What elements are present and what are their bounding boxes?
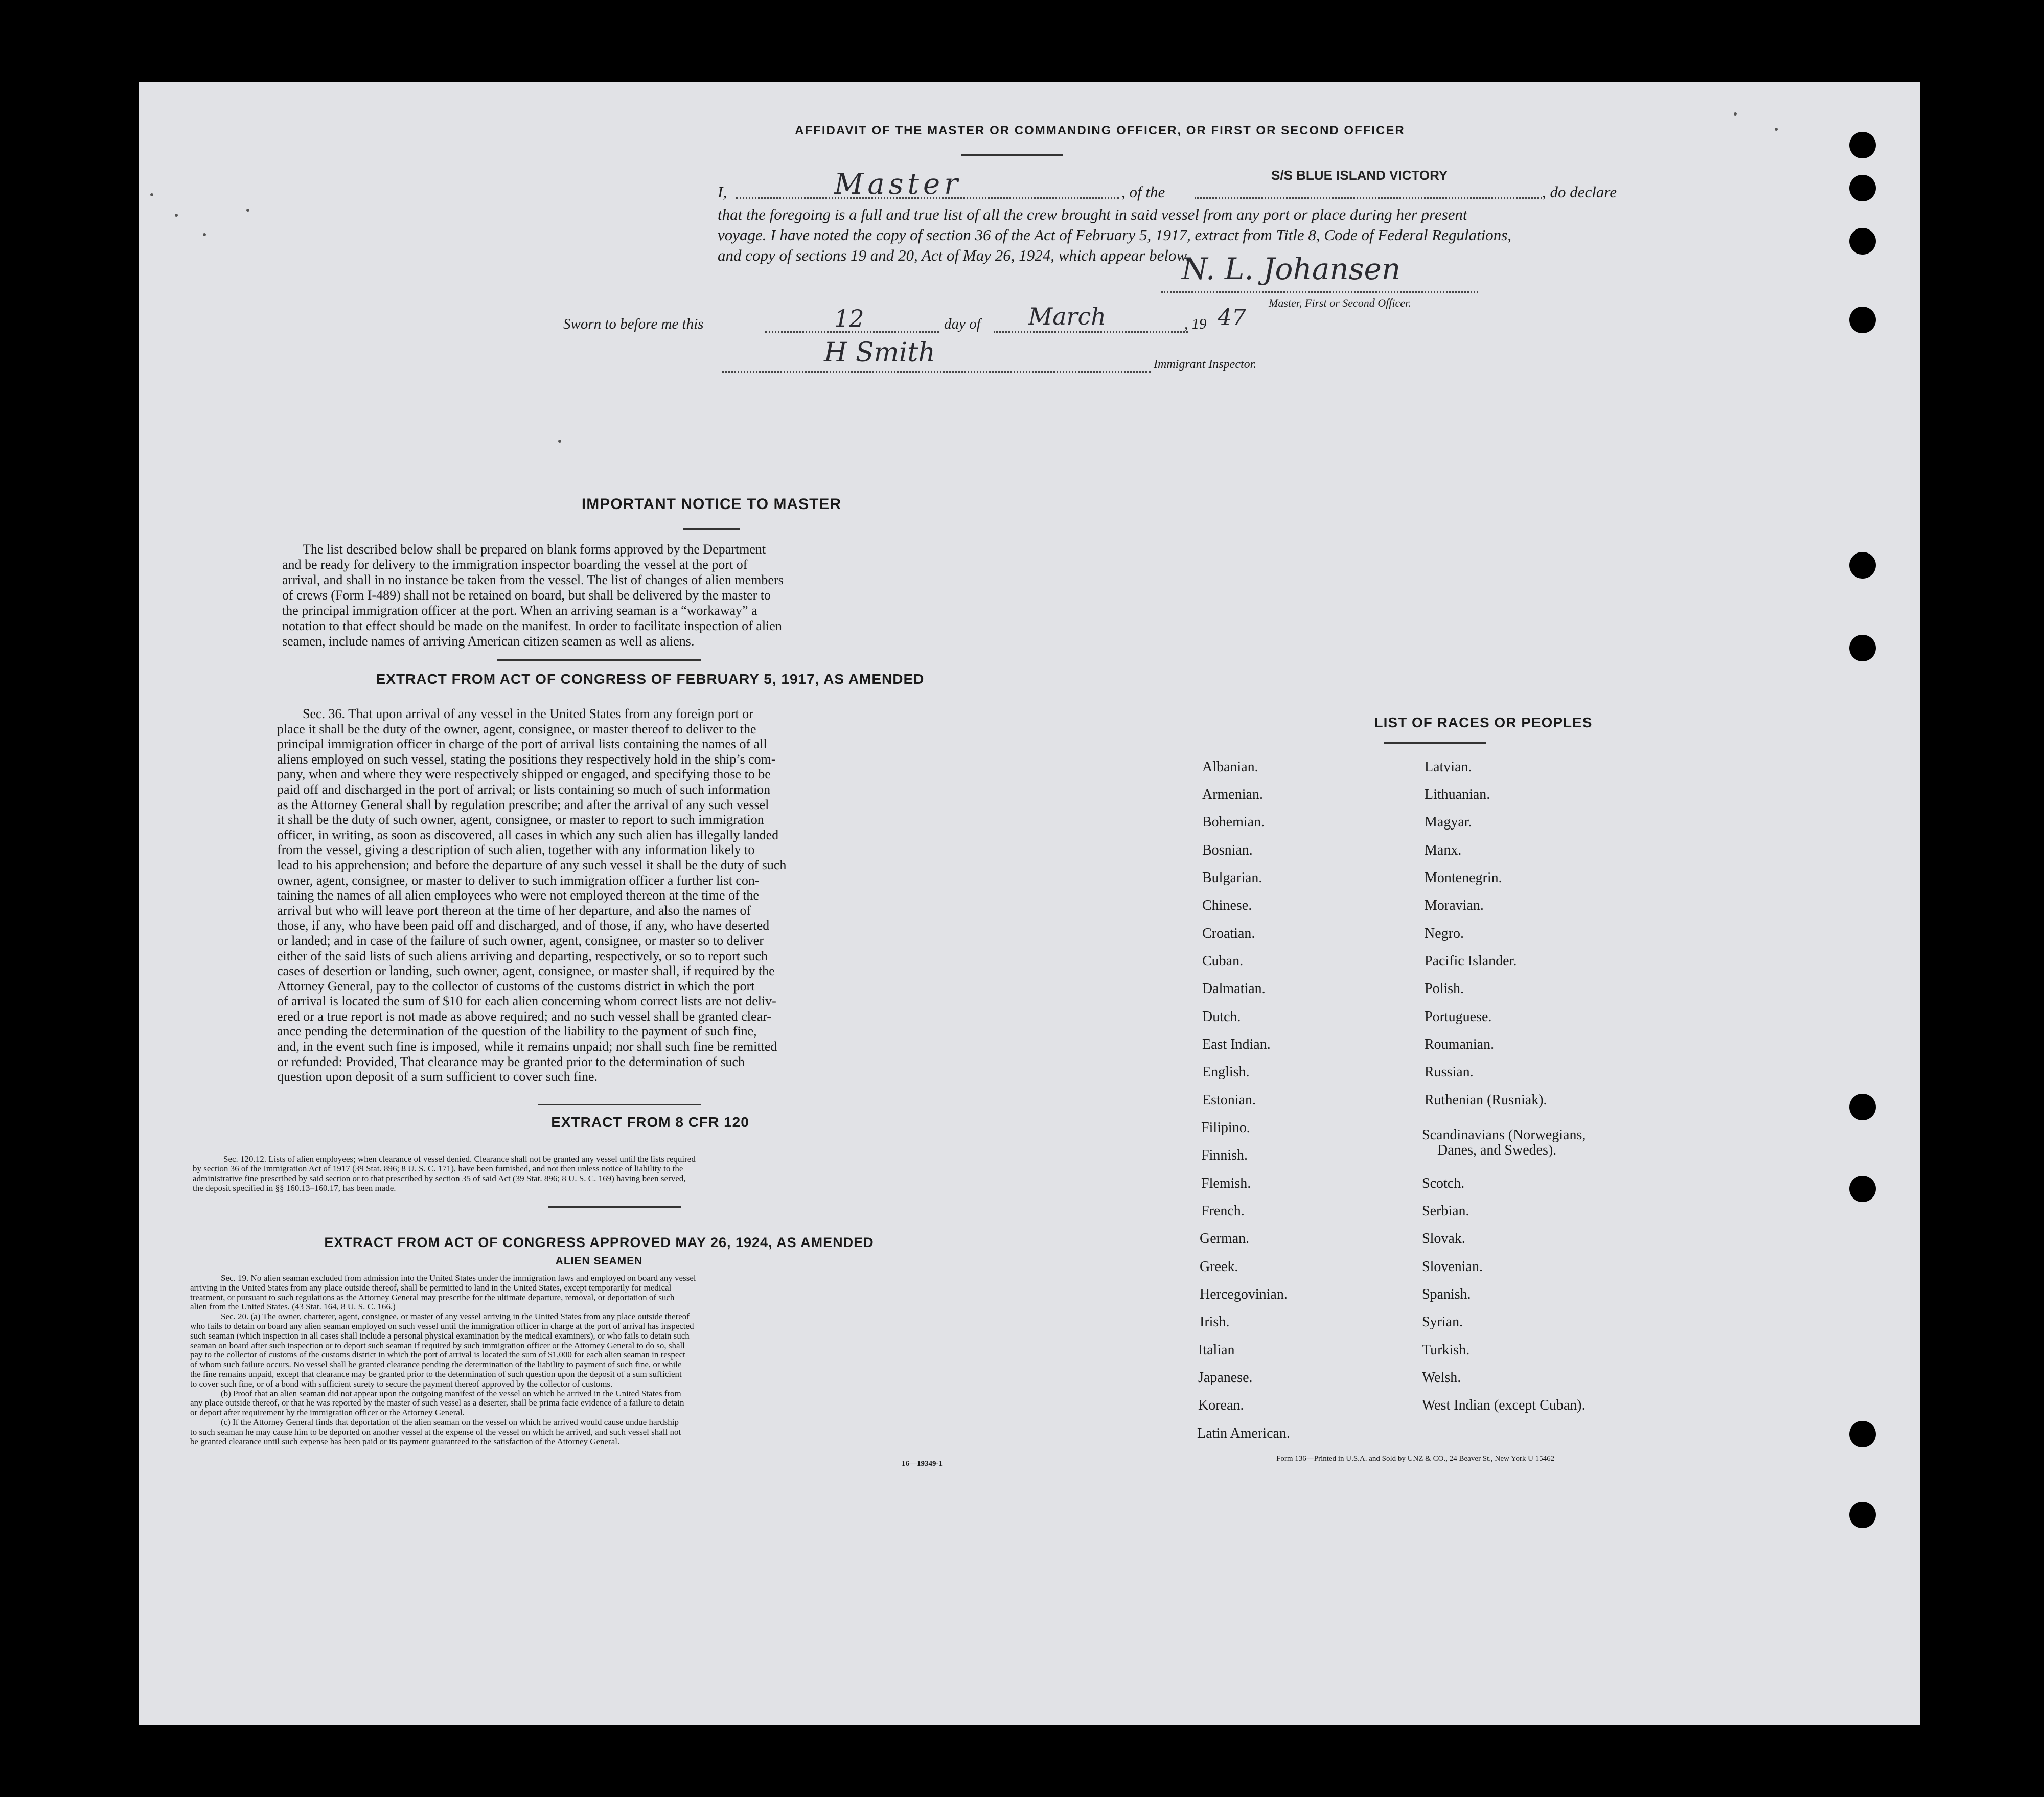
form-footer: Form 136—Printed in U.S.A. and Sold by UNZ & CO., 24 Beaver St., New York U 15462: [1276, 1455, 1555, 1463]
section-rule: [548, 1206, 681, 1208]
act1924-line: the fine remains unpaid, except that clearance may be granted prior to the determination of such question upon the deposit of a sum sufficient: [190, 1369, 682, 1379]
signature-line: [1161, 291, 1478, 293]
act1917-line: aliens employed on such vessel, stating the positions they respectively hold in the ship’s com-: [277, 751, 776, 767]
act1917-line: ered or a true report is not made as above required; and no such vessel shall be granted clear-: [277, 1008, 771, 1024]
act1924-line: arriving in the United States from any place outside thereof, shall be permitted to land in the United States, except temporarily for medical: [190, 1282, 672, 1293]
act1924-title: EXTRACT FROM ACT OF CONGRESS APPROVED MAY 26, 1924, AS AMENDED: [324, 1235, 874, 1250]
binder-hole: [1849, 1176, 1876, 1202]
race-item: Filipino.: [1201, 1120, 1250, 1136]
act1917-line: pany, when and where they were respectively shipped or engaged, and specifying those to be: [277, 767, 771, 782]
binder-hole: [1849, 132, 1876, 158]
race-item: Japanese.: [1198, 1370, 1253, 1386]
race-item: Bohemian.: [1202, 814, 1265, 830]
act1924-line: any place outside thereof, or that he was reported by the master of such vessel as a deserter, shall be prima facie evidence of a failure to detain: [190, 1398, 684, 1408]
declaration-line: voyage. I have noted the copy of section 36 of the Act of February 5, 1917, extract from Title 8, Code of Federal Regulations,: [718, 226, 1512, 244]
act1924-line: (b) Proof that an alien seaman did not appear upon the outgoing manifest of the vessel on which he arrived in the United States from: [221, 1388, 681, 1398]
race-item: Albanian.: [1202, 759, 1258, 775]
cfr-line: the deposit specified in §§ 160.13–160.17, has been made.: [193, 1183, 396, 1193]
race-item: Latvian.: [1425, 759, 1472, 775]
sworn-month[interactable]: March: [1028, 303, 1106, 330]
race-item: West Indian (except Cuban).: [1422, 1397, 1586, 1413]
race-item: Armenian.: [1202, 787, 1263, 802]
act1924-body: [190, 1274, 1031, 1446]
race-item: Cuban.: [1202, 953, 1244, 969]
notice-title: IMPORTANT NOTICE TO MASTER: [581, 496, 842, 513]
race-item: French.: [1201, 1203, 1245, 1219]
act1924-subtitle: ALIEN SEAMEN: [555, 1255, 643, 1267]
cfr-line: Sec. 120.12. Lists of alien employees; when clearance of vessel denied. Clearance shall not be granted any vessel until the lists required: [223, 1154, 696, 1164]
race-item: Finnish.: [1201, 1147, 1248, 1163]
act1917-line: officer, in writing, as soon as discovered, all cases in which any such alien has illegally landed: [277, 827, 779, 842]
race-item: Montenegrin.: [1425, 870, 1502, 886]
binder-hole: [1849, 1502, 1876, 1528]
act1917-line: from the vessel, giving a description of such alien, together with any information likely to: [277, 842, 755, 858]
cfr-title: EXTRACT FROM 8 CFR 120: [551, 1114, 749, 1130]
race-item: Dalmatian.: [1202, 981, 1266, 997]
race-item: Moravian.: [1425, 897, 1484, 913]
act1924-line: who fails to detain on board any alien seaman employed on such vessel until the immigration officer in charge at the port of arrival has inspected: [190, 1321, 694, 1331]
act1917-line: owner, agent, consignee, or master to deliver to such immigration officer a further list con-: [277, 872, 760, 888]
act1917-line: those, if any, who have been paid off and discharged, and of those, if any, who have deserted: [277, 918, 770, 933]
race-item: Hercegovinian.: [1200, 1286, 1288, 1302]
races-title: LIST OF RACES OR PEOPLES: [1374, 715, 1593, 730]
race-item: Slovenian.: [1422, 1259, 1483, 1275]
act1917-line: cases of desertion or landing, such owner, agent, consignee, or master shall, if required by the: [277, 963, 775, 979]
act1917-line: either of the said lists of such aliens arriving and departing, respectively, or so to report such: [277, 948, 768, 963]
binder-hole: [1849, 175, 1876, 201]
vessel-line: [1195, 197, 1542, 199]
vessel-name[interactable]: S/S BLUE ISLAND VICTORY: [1271, 168, 1448, 183]
master-signature[interactable]: N. L. Johansen: [1182, 251, 1401, 286]
race-item: Bulgarian.: [1202, 870, 1262, 886]
binder-hole: [1849, 635, 1876, 661]
notice-line: The list described below shall be prepared on blank forms approved by the Department: [303, 542, 766, 557]
race-item: English.: [1202, 1064, 1250, 1080]
inspector-signature[interactable]: H Smith: [824, 337, 935, 368]
race-item: Roumanian.: [1425, 1036, 1495, 1052]
race-item: Scotch.: [1422, 1176, 1465, 1191]
notice-rule: [683, 528, 740, 530]
race-item: Lithuanian.: [1425, 787, 1490, 802]
cfr-body: [193, 1154, 1031, 1193]
race-item: Syrian.: [1422, 1314, 1463, 1330]
month-line: [994, 331, 1188, 333]
affidavit-title: AFFIDAVIT OF THE MASTER OR COMMANDING OFFICER, OR FIRST OR SECOND OFFICER: [795, 124, 1405, 137]
act1917-line: question upon deposit of a sum sufficient to cover such fine.: [277, 1069, 598, 1085]
title-rule: [961, 154, 1063, 156]
act1917-body: [277, 706, 1013, 1085]
form-code: 16—19349-1: [902, 1460, 943, 1468]
notice-body: [282, 542, 1018, 649]
scan-speck: [150, 193, 153, 196]
race-item: Spanish.: [1422, 1286, 1471, 1302]
race-item: Italian: [1198, 1342, 1235, 1358]
act1924-line: to such seaman he may cause him to be deported on another vessel at the expense of the vessel on which he arrived, and such vessel shall not: [190, 1426, 681, 1437]
scan-speck: [1775, 128, 1778, 131]
race-item: Serbian.: [1422, 1203, 1469, 1219]
act1917-line: paid off and discharged in the port of arrival; or lists containing so much of such information: [277, 781, 771, 797]
scan-speck: [175, 214, 178, 217]
race-item: Estonian.: [1202, 1092, 1256, 1108]
act1917-line: arrival but who will leave port thereon at the time of her departure, and also the names of: [277, 903, 751, 918]
handwritten-name[interactable]: Master: [834, 168, 962, 201]
declaration-line: and copy of sections 19 and 20, Act of May 26, 1924, which appear below.: [718, 246, 1190, 264]
race-item: Portuguese.: [1425, 1009, 1492, 1025]
act1917-line: ance pending the determination of the question of the liability to the payment of such fine,: [277, 1024, 757, 1039]
act1917-line: and, in the event such fine is imposed, while it remains unpaid; nor shall such fine be remitted: [277, 1039, 777, 1054]
race-item: Magyar.: [1425, 814, 1472, 830]
notice-line: arrival, and shall in no instance be taken from the vessel. The list of changes of alien members: [282, 572, 784, 587]
act1917-line: of arrival is located the sum of $10 for each alien concerning whom correct lists are not deliv-: [277, 994, 776, 1009]
notice-line: of crews (Form I-489) shall not be retained on board, but shall be delivered by the master to: [282, 588, 771, 603]
race-item: Slovak.: [1422, 1231, 1465, 1247]
act1917-line: Attorney General, pay to the collector of customs of the customs district in which the port: [277, 978, 755, 994]
race-item: Latin American.: [1197, 1425, 1290, 1441]
scan-speck: [558, 440, 561, 443]
race-item: Flemish.: [1201, 1176, 1251, 1191]
race-item: Danes, and Swedes).: [1437, 1142, 1557, 1158]
i-label: I,: [718, 183, 727, 201]
act1917-line: taining the names of all alien employees who were not employed thereon at the time of the: [277, 888, 759, 903]
cfr-line: administrative fine prescribed by said section or to that prescribed by section 35 of said Act (39 Stat. 896; 8 U. S. C. 169) having been served,: [193, 1173, 686, 1183]
act1917-title: EXTRACT FROM ACT OF CONGRESS OF FEBRUARY 5, 1917, AS AMENDED: [376, 671, 925, 687]
binder-hole: [1849, 228, 1876, 255]
declaration-line: that the foregoing is a full and true list of all the crew brought in said vessel from any port or place during her present: [718, 205, 1467, 223]
race-item: Negro.: [1425, 926, 1464, 941]
race-item: Russian.: [1425, 1064, 1474, 1080]
race-item: Polish.: [1425, 981, 1464, 997]
binder-hole: [1849, 1094, 1876, 1120]
act1924-line: seaman on board after such inspection or to deport such seaman if required by such immigration officer or the Attorney General to do so, shall: [190, 1340, 685, 1350]
race-item: East Indian.: [1202, 1036, 1271, 1052]
race-item: Scandinavians (Norwegians,: [1422, 1127, 1586, 1143]
race-item: Croatian.: [1202, 926, 1255, 941]
notice-line: seamen, include names of arriving American citizen seamen as well as aliens.: [282, 634, 695, 649]
inspector-caption: Immigrant Inspector.: [1154, 358, 1257, 371]
race-item: Dutch.: [1202, 1009, 1241, 1025]
act1924-line: alien from the United States. (43 Stat. 164, 8 U. S. C. 166.): [190, 1302, 396, 1312]
section-rule: [538, 1104, 701, 1105]
race-item: Korean.: [1198, 1397, 1244, 1413]
act1917-line: place it shall be the duty of the owner, agent, consignee, or master thereof to deliver to the: [277, 721, 756, 736]
race-item: German.: [1200, 1231, 1250, 1247]
act1917-line: principal immigration officer in charge of the port of arrival lists containing the names of all: [277, 736, 767, 752]
act1917-line: or landed; and in case of the failure of such owner, agent, consignee, or master so to deliver: [277, 933, 764, 948]
section-rule: [497, 659, 701, 661]
scan-speck: [246, 209, 249, 212]
races-rule: [1384, 742, 1486, 744]
act1917-line: as the Attorney General shall by regulation prescribe; and after the arrival of any such vessel: [277, 797, 769, 812]
day-of-label: day of: [944, 316, 981, 332]
scan-speck: [1734, 112, 1737, 116]
race-item: Bosnian.: [1202, 842, 1253, 858]
act1924-line: such seaman (which inspection in all cases shall include a personal physical examination by the medical examiners), or who fails to detain such: [190, 1330, 690, 1341]
year-prefix: , 19: [1184, 316, 1207, 332]
act1917-line: Sec. 36. That upon arrival of any vessel in the United States from any foreign port or: [303, 706, 753, 721]
binder-hole: [1849, 1421, 1876, 1447]
notice-line: and be ready for delivery to the immigration inspector boarding the vessel at the port of: [282, 557, 748, 572]
race-item: Turkish.: [1422, 1342, 1470, 1358]
inspector-line: [722, 371, 1151, 373]
act1924-line: Sec. 19. No alien seaman excluded from admission into the United States under the immigration laws and employed on board any vessel: [221, 1273, 696, 1283]
race-item: Pacific Islander.: [1425, 953, 1517, 969]
act1917-line: or refunded: Provided, That clearance may be granted prior to the determination of such: [277, 1054, 745, 1069]
race-item: Ruthenian (Rusniak).: [1425, 1092, 1547, 1108]
sworn-day[interactable]: 12: [834, 305, 864, 332]
act1917-line: it shall be the duty of such owner, agent, consignee, or master to report to such immigration: [277, 812, 764, 827]
act1924-line: (c) If the Attorney General finds that deportation of the alien seaman on the vessel on which he arrived would cause undue hardship: [221, 1417, 679, 1427]
race-item: Manx.: [1425, 842, 1462, 858]
notice-line: notation to that effect should be made on the manifest. In order to facilitate inspection of alien: [282, 618, 782, 633]
race-item: Irish.: [1200, 1314, 1230, 1330]
of-the-label: , of the: [1121, 183, 1165, 201]
scan-speck: [203, 233, 206, 236]
master-caption: Master, First or Second Officer.: [1269, 296, 1411, 309]
act1917-line: lead to his apprehension; and before the departure of any such vessel it shall be the duty of such: [277, 857, 787, 872]
act1924-line: or deport after requirement by the immigration officer or the Attorney General.: [190, 1408, 465, 1418]
race-item: Greek.: [1200, 1259, 1238, 1275]
document-sheet: [139, 82, 1920, 1725]
act1924-line: Sec. 20. (a) The owner, charterer, agent, consignee, or master of any vessel arriving in the United States from any place outside thereof: [221, 1311, 690, 1322]
race-item: Welsh.: [1422, 1370, 1461, 1386]
do-declare-label: , do declare: [1542, 183, 1617, 201]
sworn-year[interactable]: 47: [1218, 305, 1246, 331]
binder-hole: [1849, 552, 1876, 579]
act1924-line: treatment, or pursuant to such regulations as the Attorney General may prescribe for the ultimate departure, removal, or deportation of such: [190, 1292, 675, 1302]
notice-line: the principal immigration officer at the port. When an arriving seaman is a “workaway” a: [282, 603, 757, 618]
act1924-line: pay to the collector of customs of the customs district in which the port of arrival is located the sum of $1,000 for each alien seaman in respect: [190, 1350, 685, 1360]
race-item: Chinese.: [1202, 897, 1252, 913]
binder-hole: [1849, 307, 1876, 333]
act1924-line: be granted clearance until such expense has been paid or its payment guaranteed to the satisfaction of the Attorney General.: [190, 1436, 620, 1446]
sworn-label: Sworn to before me this: [563, 316, 704, 332]
cfr-line: by section 36 of the Immigration Act of 1917 (39 Stat. 896; 8 U. S. C. 171), have been furnished, and not then unless notice of liability to the: [193, 1164, 683, 1173]
act1924-line: of whom such failure occurs. No vessel shall be granted clearance pending the determination of the liability to payment of such fine, or while: [190, 1360, 682, 1370]
act1924-line: to cover such fine, or of a bond with sufficient surety to secure the payment thereof approved by the collector of customs.: [190, 1378, 613, 1389]
